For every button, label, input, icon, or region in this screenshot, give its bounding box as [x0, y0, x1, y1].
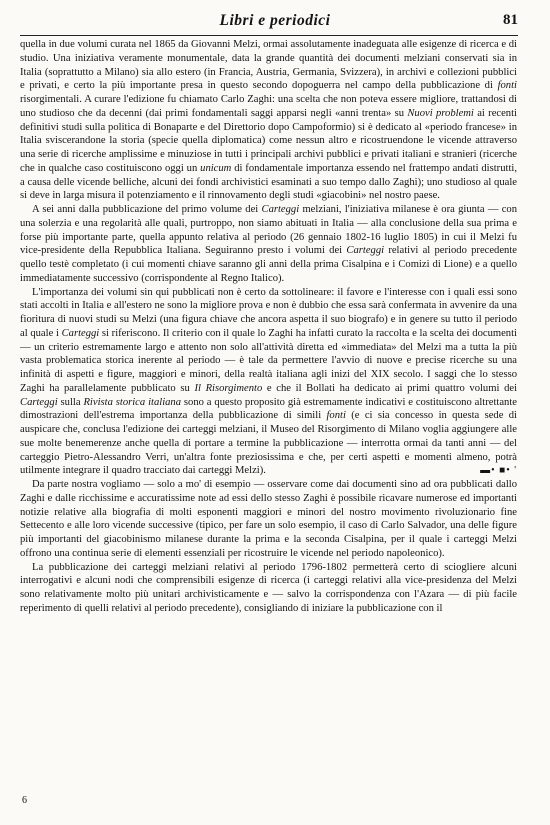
paragraph [20, 478, 517, 561]
italic-text: Carteggi [61, 327, 100, 339]
italic-text: fonti [497, 80, 517, 92]
header-rule [20, 35, 518, 36]
italic-text: Carteggi [346, 245, 385, 257]
text-run: ai recenti definitivi studi sulla politica di Bonaparte e del Direttorio dopo Campoformio) si è dedicato al «periodo francese» in Italia sviscerandone la storia (specie quella diplomatica) come nessun altro e ricostruendone le vicende attraverso una serie di ricerche amplissime e minuziose in tutti i principali archivi pubblici e privati italiani e stranieri (ricerche che in qualche caso costituiscono oggi un [20, 107, 517, 174]
printer-ornament: ▬• ■• ' [480, 465, 517, 477]
italic-text: unicum [200, 162, 232, 174]
italic-text: Carteggi [261, 204, 300, 215]
text-run: Da parte nostra vogliamo — solo a mo' di esempio — osservare come dai documenti sino ad ora pubblicati dallo Zaghi e dalle ricchissime e accuratissime note ad essi dello stesso Zaghi è possibile ricavare numerose ed importanti notizie relative alla biografia di molti esponenti maggiori e minori del nostro movimento rivoluzionario fine Settecento e alle loro vicende successive (tipico, per fare un solo esempio, il caso di Carlo Salvador, una delle figure più importanti del giacobinismo milanese durante la prima e la seconda Cisalpina, per il quale i carteggi Melzi offrono una continua serie di elementi essenziali per ricostruire le vicende nel periodo napoleonico). [20, 479, 517, 559]
text-run: melziani, l'iniziativa milanese è ora giunta — con una solerzia e una regolarità alle quali, purtroppo, non siamo abituati in Italia — alla conclusione della sua prima e forse più importante parte, quella appunto relativa al periodo (26 gennaio 1802-16 luglio 1805) in cui il Melzi fu vice-presidente della Repubblica Italiana. Seguiranno presto i volumi dei [20, 204, 517, 257]
footer-mark: 6 [22, 795, 27, 806]
italic-text: fonti [326, 410, 346, 422]
text-run: L'importanza dei volumi sin qui pubblicati non è certo da sottolineare: il favore e l'interesse con i quali essi sono stati accolti in Italia e all'estero ne sono la migliore prova e non è dubbio che essa sarà confermata in avvenire da una fioritura di nuovi studi su Melzi (una figura chiave che ancora aspetta il suo biografo) e in genere su tutto il periodo al quale i [20, 286, 517, 339]
paragraph [20, 561, 517, 616]
page-header [0, 12, 550, 34]
italic-text: Nuovi problemi [407, 107, 474, 119]
text-run: (e ci sia concesso in questa sede di auspicare che, conclusa l'edizione dei carteggi melziani, il Museo del Risorgimento di Milano voglia aggiungere alle sue molte benemerenze anche quella di portare a termine la pubblicazione — interrotta ormai da tanti anni — del carteggio Pietro-Alessandro Verri, un'altra fonte preziosissima e che, per certi aspetti e momenti almeno, potrà utilmente integrare il quadro tracciato dai carteggi Melzi). [20, 410, 517, 477]
text-run: A sei anni dalla pubblicazione del primo volume dei [32, 204, 262, 215]
italic-text: Rivista storica italiana [83, 396, 182, 408]
page-number: 81 [503, 12, 518, 28]
text-run: risorgimentali. A curare l'edizione fu chiamato Carlo Zaghi: una scelta che non poteva essere migliore, trattandosi di uno studioso che da decenni (dai primi fondamentali saggi apparsi negli «anni trenta» su [20, 94, 517, 119]
text-run: relativi al periodo precedente quello testè completato (i cui momenti chiave saranno gli anni della prima Cisalpina e i Comizi di Lione) e a quello immediatamente successivo (corrispondente al Regno Italico). [20, 245, 518, 284]
body-text [20, 38, 517, 616]
text-run: sulla [57, 396, 84, 408]
text-run: di fondamentale importanza essendo nel frattempo andati distrutti, a causa delle vicende belliche, alcuni dei fondi archivistici esaminati a suo tempo dallo Zaghi); uno studioso al quale si deve in larga misura il potenziamento e il rinnovamento degli studi «giacobini» nel nostro paese. [20, 162, 517, 202]
running-title: Libri e periodici [219, 12, 331, 29]
text-run: e che il Bollati ha dedicato ai primi quattro volumi dei [262, 382, 518, 394]
paragraph [20, 38, 517, 203]
paragraph [20, 203, 517, 286]
text-run: quella in due volumi curata nel 1865 da Giovanni Melzi, ormai assolutamente inadeguata alle esigenze di ricerca e di studio. Una iniziativa veramente monumentale, data la grande quantità dei documenti melziani conservati sia in Italia (soprattutto a Milano) sia allo estero (in Francia, Austria, Germania, Svizzera), in archivi e collezioni pubblici e privati, e certo la più importante presa in questo secondo dopoguerra nel campo della pubblicazione di [20, 39, 517, 92]
text-run: si riferiscono. Il criterio con il quale lo Zaghi ha infatti curato la raccolta e la scelta dei documenti — un criterio estremamente largo e attento non solo all'attività diretta ed «immediata» del Melzi ma a tutta la più vasta problematica storica inerente al periodo — è tale da permettere l'avvio di nuove e precise ricerche su una infinità di aspetti e figure, maggiori e minori, della realtà italiana agli inizi del XIX secolo. I saggi che lo stesso Zaghi ha parallelamente pubblicato su [20, 327, 517, 394]
text-run: sono a questo proposito già estremamente indicativi e costituiscono altrettante dimostrazioni dell'estrema importanza della pubblicazione di simili [20, 396, 517, 422]
italic-text: Il Risorgimento [194, 382, 263, 394]
italic-text: Carteggi [20, 396, 58, 408]
text-run: La pubblicazione dei carteggi melziani relativi al periodo 1796-1802 permetterà certo di sciogliere alcuni interrogativi e alcuni nodi che comprensibili esigenze di ricerca (i carteggi relativi alla vice-presidenza del Melzi sono relativamente molto più unitari archivisticamente e — salvo la corrispondenza con l'Azara — di più facile reperimento di quelli relativi al periodo precedente), consigliando di iniziare la pubblicazione con il [20, 561, 517, 614]
paragraph [20, 286, 517, 479]
